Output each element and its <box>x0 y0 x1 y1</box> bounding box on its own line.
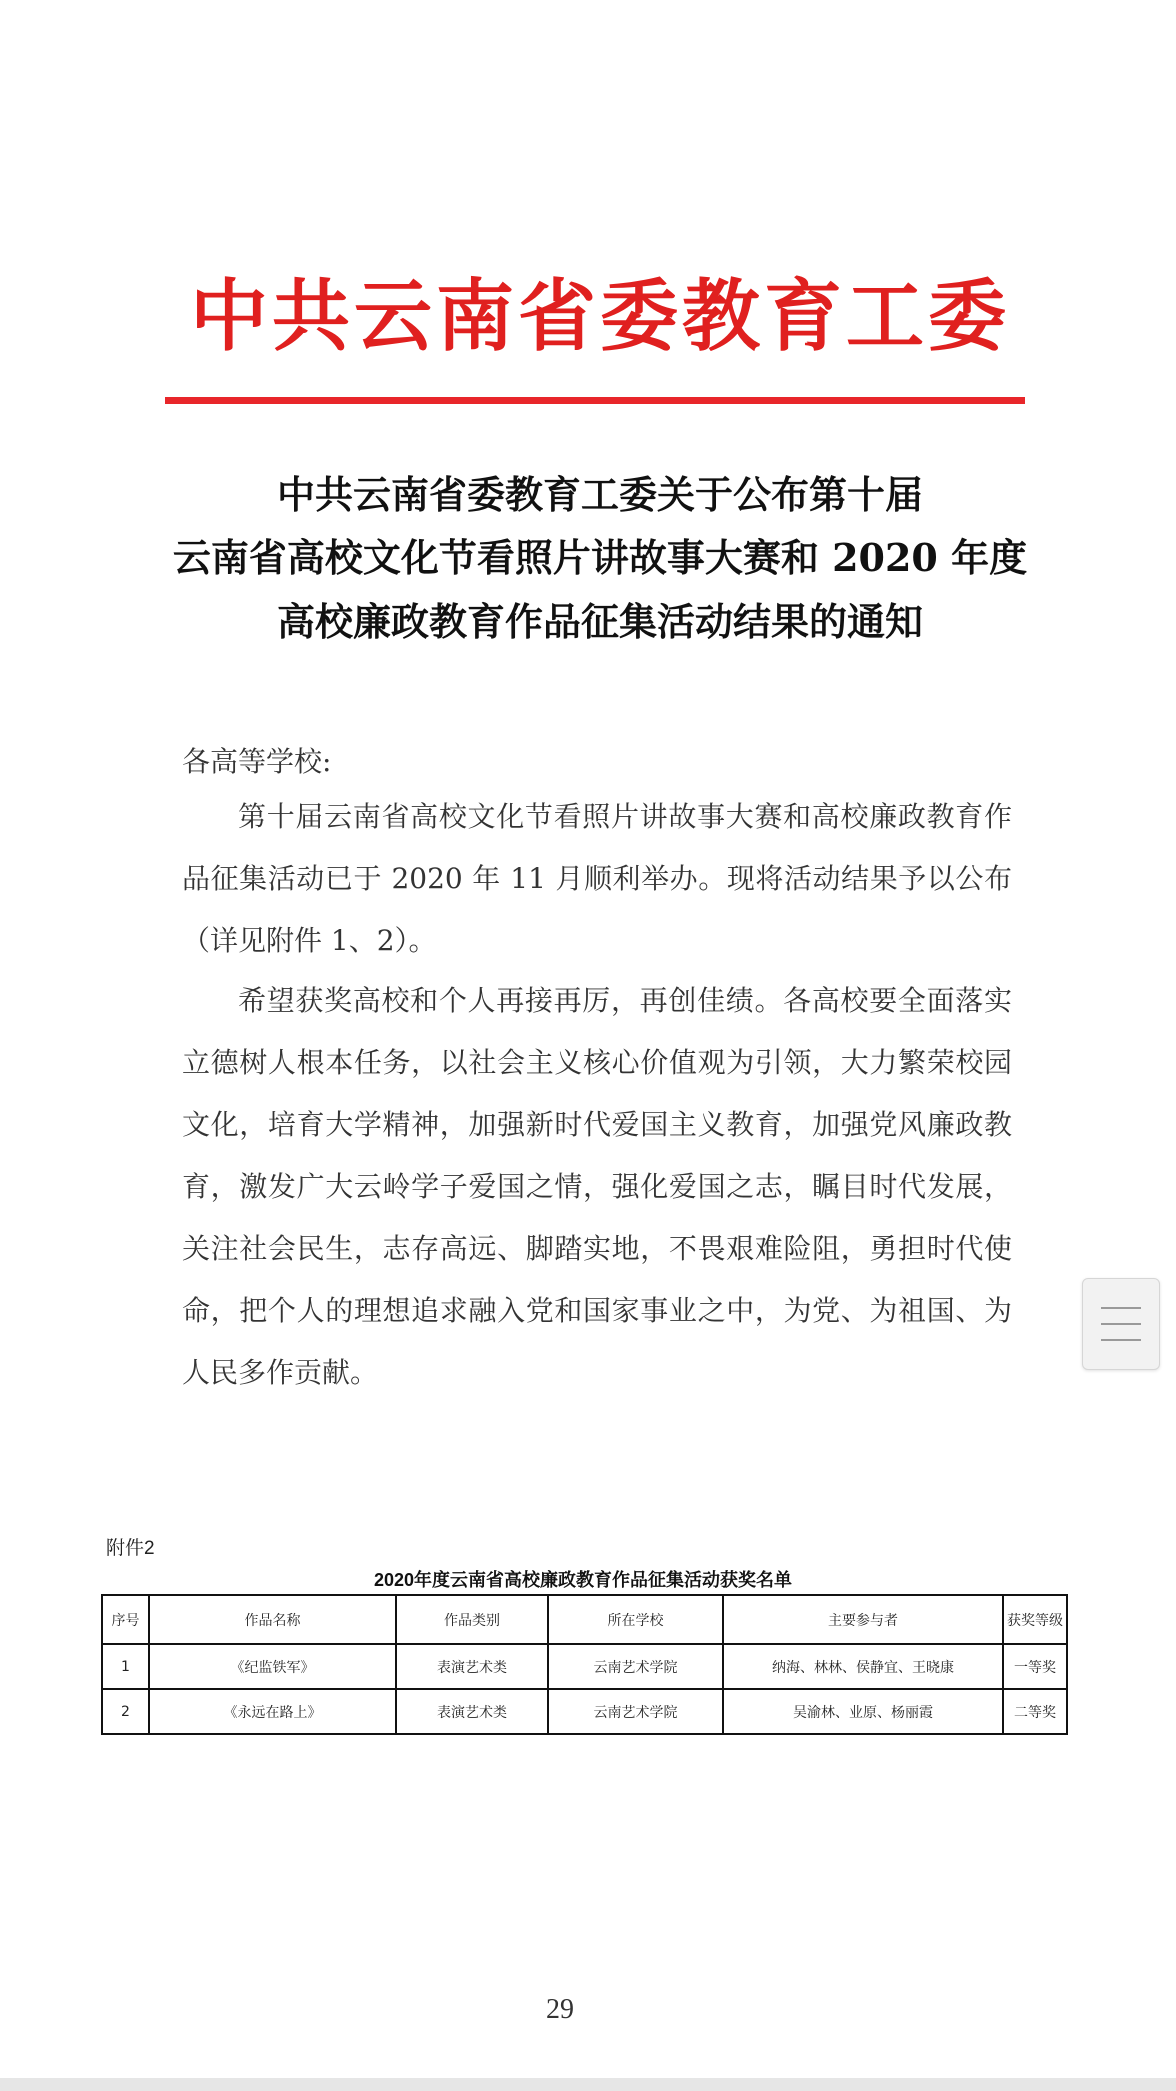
table-cell: 云南艺术学院 <box>548 1644 723 1689</box>
column-header: 作品名称 <box>149 1595 396 1644</box>
hamburger-menu-icon[interactable] <box>1082 1278 1160 1370</box>
table-cell: 纳海、林林、侯静宜、王晓康 <box>723 1644 1003 1689</box>
awards-table <box>101 1594 1068 1735</box>
column-header: 所在学校 <box>548 1595 723 1644</box>
paragraph-1-text: 第十届云南省高校文化节看照片讲故事大赛和高校廉政教育作品征集活动已于 2020 年 11 月顺利举办。现将活动结果予以公布（详见附件 1、2）。 <box>182 800 1012 957</box>
column-header: 获奖等级 <box>1003 1595 1067 1644</box>
doc-title-line-1: 中共云南省委教育工委关于公布第十届 <box>276 472 923 517</box>
paragraph-2 <box>182 970 1012 1404</box>
table-row <box>102 1644 1067 1689</box>
table-cell: 一等奖 <box>1003 1644 1067 1689</box>
attachment-label: 附件2 <box>106 1538 155 1559</box>
salutation: 各高等学校: <box>182 745 332 778</box>
column-header: 序号 <box>102 1595 149 1644</box>
paragraph-2-text: 希望获奖高校和个人再接再厉，再创佳绩。各高校要全面落实立德树人根本任务，以社会主义核心价值观为引领，大力繁荣校园文化，培育大学精神，加强新时代爱国主义教育，加强党风廉政教育，激发广大云岭学子爱国之情，强化爱国之志，瞩目时代发展，关注社会民生，志存高远、脚踏实地，不畏艰难险阻，勇担时代使命，把个人的理想追求融入党和国家事业之中，为党、为祖国、为人民多作贡献。 <box>182 984 1012 1389</box>
table-cell: 云南艺术学院 <box>548 1689 723 1734</box>
paragraph-1 <box>182 786 1012 972</box>
column-header: 主要参与者 <box>723 1595 1003 1644</box>
table-cell: 二等奖 <box>1003 1689 1067 1734</box>
menu-line <box>1101 1307 1141 1309</box>
column-header: 作品类别 <box>396 1595 548 1644</box>
table-cell: 表演艺术类 <box>396 1644 548 1689</box>
table-cell: 《纪监铁军》 <box>149 1644 396 1689</box>
table-row <box>102 1689 1067 1734</box>
table-title: 2020年度云南省高校廉政教育作品征集活动获奖名单 <box>373 1570 793 1590</box>
table-cell: 《永远在路上》 <box>149 1689 396 1734</box>
table-cell: 2 <box>102 1689 149 1734</box>
menu-line <box>1101 1323 1141 1325</box>
bottom-strip <box>0 2078 1176 2091</box>
doc-title-line-2: 云南省高校文化节看照片讲故事大赛和 2020 年度 <box>172 535 1028 580</box>
red-divider <box>165 397 1025 404</box>
page-number: 29 <box>546 1994 574 2025</box>
org-title: 中共云南省委教育工委 <box>189 271 1010 362</box>
table-header-row <box>102 1595 1067 1644</box>
table-cell: 吴渝林、业原、杨丽霞 <box>723 1689 1003 1734</box>
table-cell: 1 <box>102 1644 149 1689</box>
menu-line <box>1101 1339 1141 1341</box>
doc-title-line-3: 高校廉政教育作品征集活动结果的通知 <box>276 599 923 644</box>
table-cell: 表演艺术类 <box>396 1689 548 1734</box>
